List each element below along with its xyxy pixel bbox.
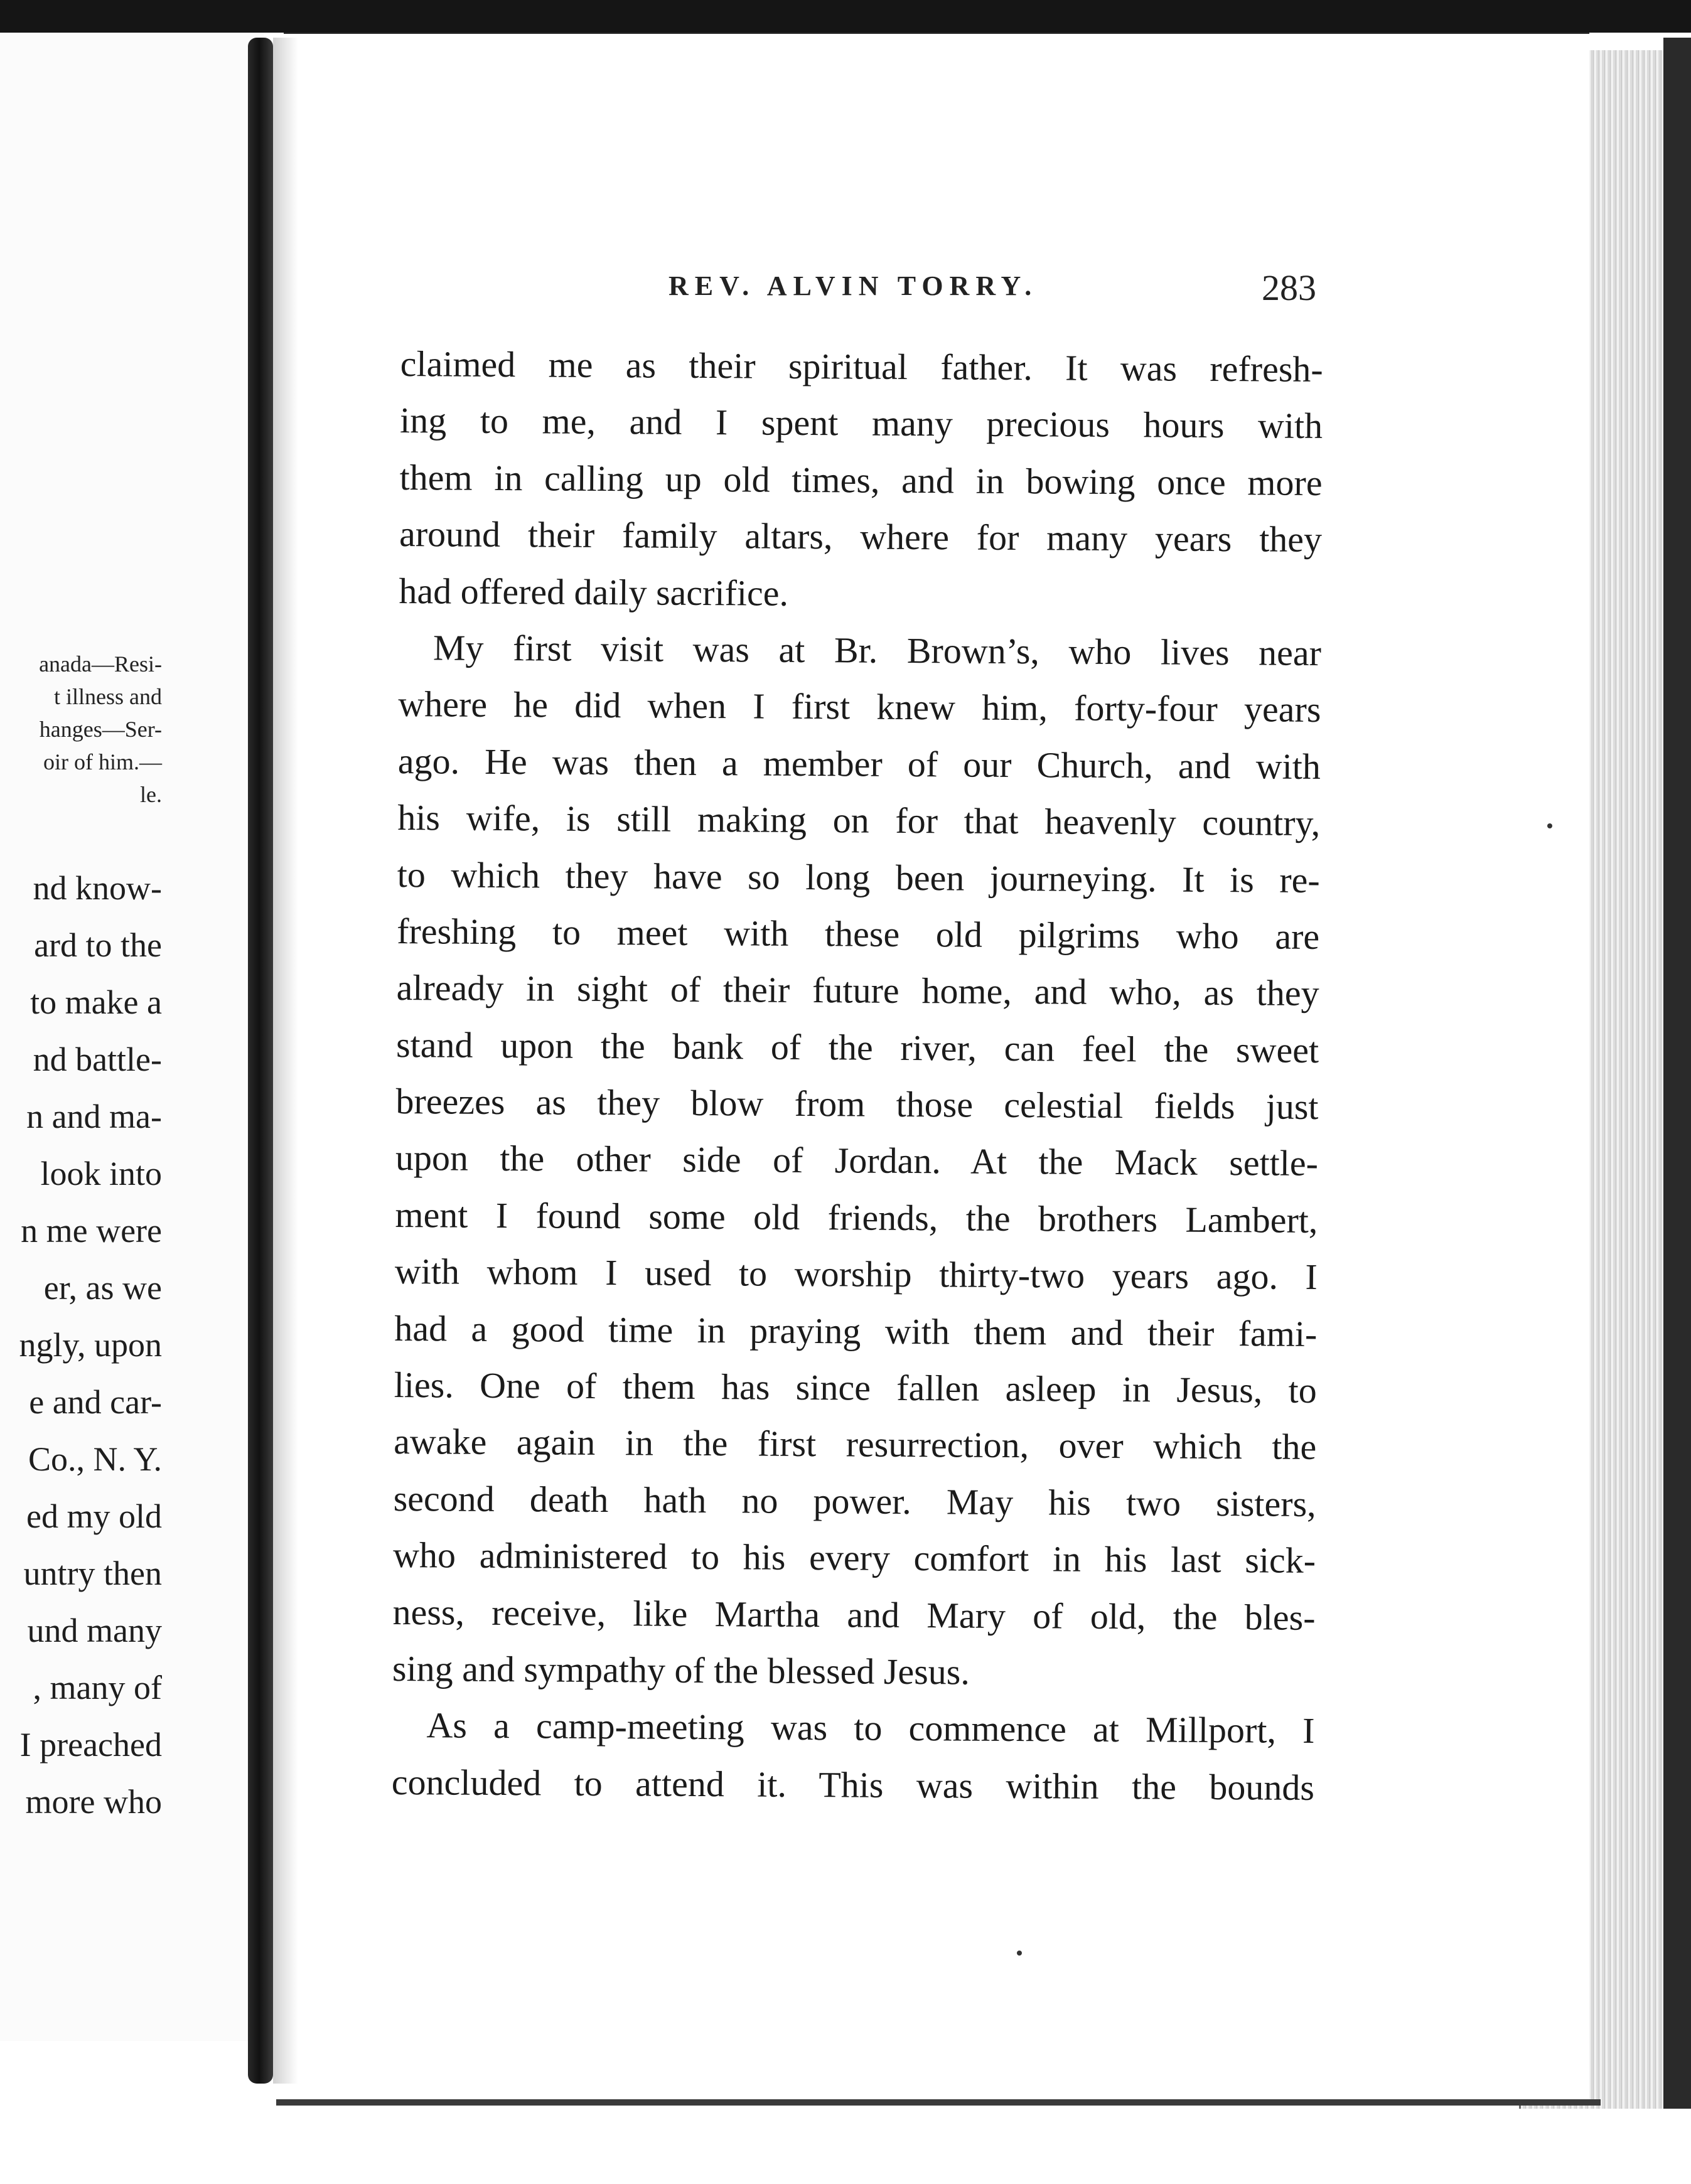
- text-line: to which they have so long been journeying. It is re-: [397, 854, 1320, 901]
- scanner-background-top: [0, 0, 1691, 33]
- left-text-line: nd battle-: [33, 1041, 162, 1078]
- text-line: ago. He was then a member of our Church, and with: [397, 740, 1321, 787]
- text-line: second death hath no power. May his two sisters,: [393, 1477, 1316, 1524]
- text-line: ment I found some old friends, the brothers Lambert,: [395, 1194, 1318, 1241]
- text-line: claimed me as their spiritual father. It was refresh-: [400, 343, 1323, 390]
- text-line: his wife, is still making on for that heavenly country,: [397, 797, 1321, 844]
- left-text-line: I preached: [19, 1726, 162, 1764]
- text-line: ness, receive, like Martha and Mary of old, the bles-: [392, 1591, 1316, 1638]
- left-text-line: ard to the: [34, 926, 162, 964]
- text-line: My first visit was at Br. Brown’s, who lives near: [432, 627, 1322, 673]
- scan-speck: [1017, 1951, 1022, 1956]
- text-line: lies. One of them has since fallen asleep in Jesus, to: [394, 1364, 1317, 1411]
- left-summary-line: t illness and: [54, 684, 162, 709]
- page-bottom-edge: [276, 2099, 1601, 2106]
- left-text-line: Co., N. Y.: [28, 1440, 162, 1478]
- book-gutter: [248, 38, 273, 2084]
- left-text-line: untry then: [23, 1555, 162, 1592]
- left-summary-line: anada—Resi-: [39, 651, 162, 677]
- scanner-background-bottom: [0, 2140, 1691, 2184]
- book-cover-edge: [1663, 38, 1691, 2109]
- scan-speck: [1547, 823, 1552, 828]
- left-summary-line: oir of him.—: [43, 749, 162, 774]
- left-summary-line: hanges—Ser-: [39, 717, 162, 742]
- running-head: REV. ALVIN TORRY.: [668, 270, 1038, 301]
- left-page: [0, 33, 264, 2041]
- text-line: stand upon the bank of the river, can feel the sweet: [395, 1024, 1319, 1071]
- left-text-line: ngly, upon: [19, 1326, 162, 1364]
- text-line: upon the other side of Jordan. At the Mack settle-: [395, 1137, 1319, 1184]
- text-line: had offered daily sacrifice.: [399, 570, 789, 614]
- text-line: sing and sympathy of the blessed Jesus.: [392, 1647, 970, 1693]
- left-text-line: er, as we: [43, 1269, 162, 1307]
- left-text-line: n me were: [21, 1212, 162, 1250]
- left-page-text: [19, 860, 163, 1831]
- text-line: them in calling up old times, and in bowing once more: [399, 456, 1323, 503]
- text-line: awake again in the first resurrection, over which the: [394, 1421, 1317, 1468]
- left-text-line: to make a: [30, 983, 162, 1021]
- text-line: where he did when I first knew him, forty-four years: [398, 683, 1321, 731]
- left-summary-line: le.: [140, 782, 162, 807]
- text-line: with whom I used to worship thirty-two years ago. I: [394, 1251, 1318, 1298]
- text-line: freshing to meet with these old pilgrims who are: [397, 910, 1320, 957]
- text-line: concluded to attend it. This was within the bounds: [391, 1761, 1315, 1808]
- left-text-line: , many of: [33, 1669, 162, 1706]
- page-number: 283: [1262, 267, 1316, 308]
- text-line: already in sight of their future home, and who, as they: [396, 967, 1319, 1014]
- text-line: breezes as they blow from those celestial fields just: [395, 1081, 1319, 1128]
- left-text-line: more who: [25, 1783, 162, 1821]
- left-text-line: ed my old: [26, 1497, 162, 1535]
- text-line: had a good time in praying with them and their fami-: [394, 1307, 1318, 1354]
- left-text-line: look into: [40, 1155, 162, 1192]
- text-line: who administered to his every comfort in his last sick-: [392, 1534, 1316, 1582]
- gutter-shadow: [273, 38, 298, 2084]
- left-chapter-summary: [39, 648, 162, 811]
- left-text-line: und many: [27, 1612, 162, 1649]
- body-text: [392, 336, 1323, 1816]
- left-text-line: n and ma-: [26, 1098, 162, 1135]
- left-text-line: nd know-: [33, 869, 162, 907]
- text-line: ing to me, and I spent many precious hours with: [399, 400, 1323, 447]
- text-line: around their family altars, where for many years they: [399, 513, 1323, 560]
- left-text-line: e and car-: [29, 1383, 162, 1421]
- text-line: As a camp-meeting was to commence at Millport, I: [426, 1705, 1315, 1752]
